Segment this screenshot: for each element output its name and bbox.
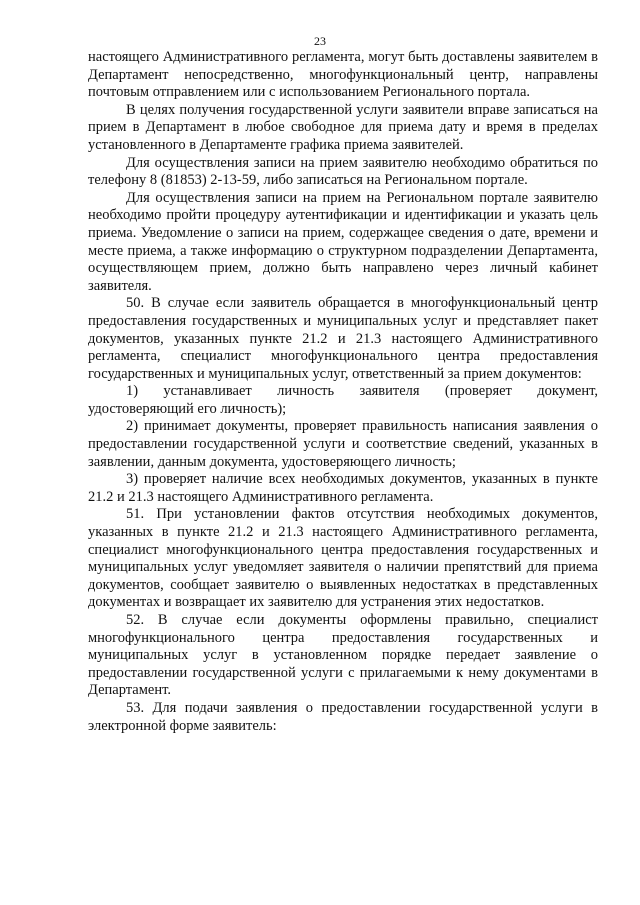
paragraph-subitem-2: 2) принимает документы, проверяет правильность написания заявления о предоставлении государственной услуги и соответствие сведений, указанных в заявлении, данным документа, удостоверяющего личность;: [88, 418, 598, 470]
paragraph-appointment-portal: Для осуществления записи на прием на Региональном портале заявителю необходимо пройти процедуру аутентификации и идентификации и указать цель приема. Уведомление о записи на прием, содержащее сведения о дате, времени и месте приема, а также информацию о структурном подразделении Департамента, осуществляющем прием, должно быть направлено через личный кабинет заявителя.: [88, 189, 598, 294]
paragraph-appointment-right: В целях получения государственной услуги заявители вправе записаться на прием в Департамент в любое свободное для приема дату и время в пределах установленного в Департаменте графика приема заявителей.: [88, 101, 598, 153]
paragraph-continuation: настоящего Административного регламента, могут быть доставлены заявителем в Департамент непосредственно, многофункциональный центр, направлены почтовым отправлением или с использованием Регионального портала.: [88, 49, 598, 101]
paragraph-subitem-1: 1) устанавливает личность заявителя (проверяет документ, удостоверяющий его личность);: [88, 383, 598, 417]
paragraph-item-50: 50. В случае если заявитель обращается в многофункциональный центр предоставления государственных и муниципальных услуг и представляет пакет документов, указанных пункте 21.2 и 21.3 настоящего Административного регламента, специалист многофункционального центра предоставления государственных и муниципальных услуг, ответственный за прием документов:: [88, 295, 598, 382]
paragraph-appointment-phone: Для осуществления записи на прием заявителю необходимо обратиться по телефону 8 (81853) 2-13-59, либо записаться на Региональном портале.: [88, 154, 598, 189]
page-number: 23: [314, 34, 326, 48]
document-body: [88, 49, 598, 735]
paragraph-item-52: 52. В случае если документы оформлены правильно, специалист многофункционального центра предоставления государственных и муниципальных услуг в установленном порядке передает заявление о предоставлении государственной услуги с прилагаемыми к нему документами в Департамент.: [88, 612, 598, 699]
paragraph-item-51: 51. При установлении фактов отсутствия необходимых документов, указанных в пункте 21.2 и 21.3 настоящего Административного регламента, специалист многофункционального центра предоставления государственных и муниципальных услуг уведомляет заявителя о наличии препятствий для приема документов, сообщает заявителю о выявленных недостатках в представленных документах и возвращает их заявителю для устранения этих недостатков.: [88, 506, 598, 611]
paragraph-subitem-3: 3) проверяет наличие всех необходимых документов, указанных в пункте 21.2 и 21.3 настоящего Административного регламента.: [88, 471, 598, 505]
paragraph-item-53: 53. Для подачи заявления о предоставлении государственной услуги в электронной форме заявитель:: [88, 699, 598, 734]
